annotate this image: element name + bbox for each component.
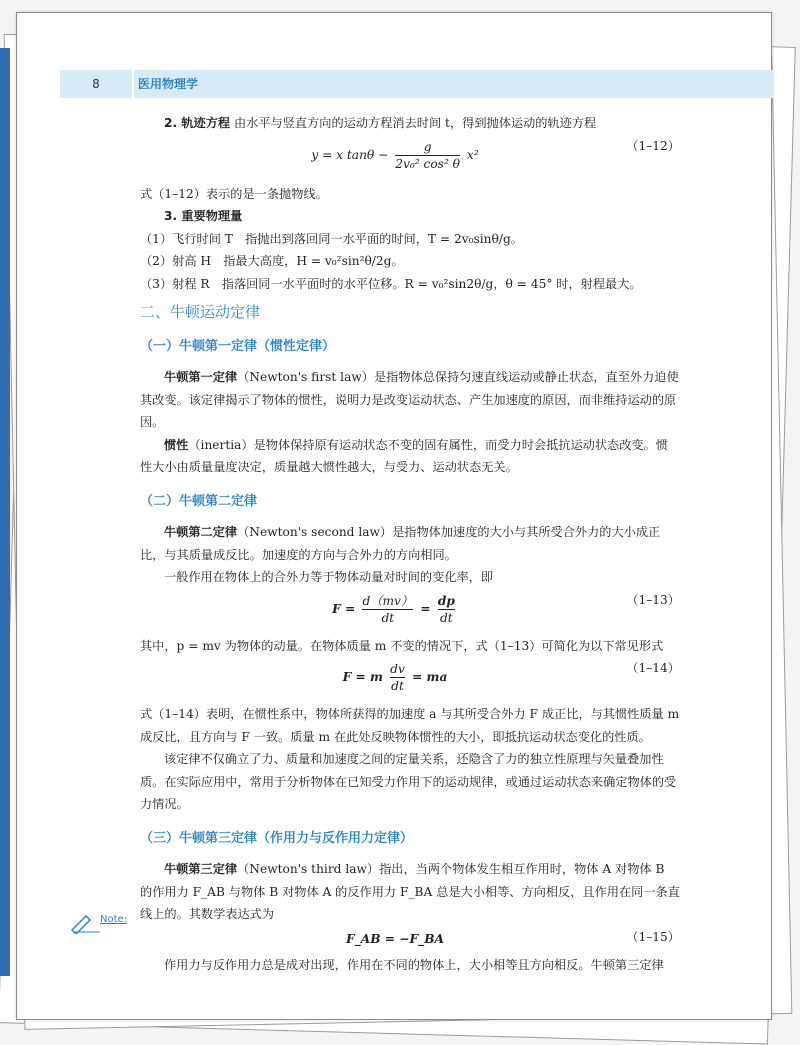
paragraph-trajectory [140, 112, 680, 135]
eq13-equals: = [420, 601, 431, 616]
book-title: 医用物理学 [138, 77, 199, 91]
equation-1-14 [140, 657, 680, 703]
page-edge-strip [0, 48, 10, 976]
subsection-title-third-law: （三）牛顿第三定律（作用力与反作用力定律） [140, 830, 414, 846]
second-law-text: （Newton's second law）是指物体加速度的大小与其所受合外力的大小成正比，与其质量成反比。加速度的方向与合外力的方向相同。 [140, 525, 661, 562]
list-item-range: （3）射程 R 指落回同一水平面时的水平位移。R = v₀²sin2θ/g，θ = 45° 时，射程最大。 [140, 276, 642, 291]
equation-1-15 [140, 926, 680, 954]
list-item-height: （2）射高 H 指最大高度，H = v₀²sin²θ/2g。 [140, 254, 404, 268]
first-law-text: （Newton's first law）是指物体总保持匀速直线运动或静止状态，直至外力迫使其改变。该定律揭示了物体的惯性，说明力是改变运动状态、产生加速度的原因，而非维持运动的原因。 [140, 370, 679, 429]
page-number: 8 [92, 77, 100, 91]
subsection-title-second-law: （二）牛顿第二定律 [140, 493, 258, 509]
section-title-newton-laws: 二、牛顿运动定律 [140, 303, 261, 321]
eq14-num: dv [390, 662, 405, 676]
third-law-label: 牛顿第三定律 [164, 862, 238, 876]
paragraph-inertia [140, 434, 680, 479]
trajectory-label: 2. 轨迹方程 [164, 116, 231, 130]
paragraph-third-law [140, 858, 680, 926]
paragraph-momentum-rate: 一般作用在物体上的合外力等于物体动量对时间的变化率，即 [164, 570, 494, 584]
eq15-expr: F_AB = −F_BA [346, 931, 444, 946]
eq14-lhs: F = m [342, 670, 383, 684]
eq13-den1: dt [362, 609, 413, 626]
eq12-tail: x² [466, 147, 479, 162]
paragraph-parabola: 式（1–12）表示的是一条抛物线。 [140, 186, 328, 201]
equation-1-13 [140, 589, 680, 635]
equation-1-12 [140, 135, 680, 183]
eq14-number: （1–14） [626, 661, 680, 675]
paragraph-first-law [140, 366, 680, 434]
paragraph-second-law [140, 521, 680, 566]
first-law-label: 牛顿第一定律 [164, 370, 238, 384]
subsection-title-first-law: （一）牛顿第一定律（惯性定律） [140, 338, 336, 354]
paragraph-eq14-meaning: 式（1–14）表明，在惯性系中，物体所获得的加速度 a 与其所受合外力 F 成正比，与其惯性质量 m 成反比，且方向与 F 一致。质量 m 在此处反映物体惯性的大小，即抵抗运动状态变化的性质。 [140, 707, 680, 744]
eq15-number: （1–15） [626, 929, 680, 944]
third-law-text: （Newton's third law）指出，当两个物体发生相互作用时，物体 A 对物体 B 的作用力 F_AB 与物体 B 对物体 A 的反作用力 F_BA 总是大小相等、方向相反，且作用在同一条直线上的。其数学表达式为 [140, 862, 680, 921]
eq13-num1: d（mv） [362, 593, 414, 608]
eq12-lhs: y = x tanθ − [311, 147, 389, 162]
inertia-text: （inertia）是物体保持原有运动状态不变的固有属性，而受力时会抵抗运动状态改变。惯性大小由质量量度决定，质量越大惯性越大，与受力、运动状态无关。 [140, 437, 668, 474]
eq12-den: 2v₀² cos² θ [395, 156, 461, 171]
paragraph-action-reaction: 作用力与反作用力总是成对出现，作用在不同的物体上，大小相等且方向相反。牛顿第三定律 [164, 957, 664, 972]
eq12-num: g [423, 139, 432, 154]
second-law-label: 牛顿第二定律 [164, 525, 238, 539]
eq13-lhs: F = [332, 601, 356, 616]
page-content [140, 112, 680, 976]
eq13-den2: dt [438, 609, 455, 626]
note-label: Note: [100, 914, 128, 925]
list-item-flight-time: （1）飞行时间 T 指抛出到落回同一水平面的时间，T = 2v₀sinθ/g。 [140, 231, 523, 246]
important-quantities-label: 3. 重要物理量 [164, 209, 243, 223]
paragraph-second-law-significance: 该定律不仅确立了力、质量和加速度之间的定量关系，还隐含了力的独立性原理与矢量叠加性质。在实际应用中，常用于分析物体在已知受力作用下的运动规律，或通过运动状态来确定物体的受力情况。 [140, 752, 677, 811]
eq12-number: （1–12） [626, 138, 680, 153]
eq13-num2: dp [437, 593, 455, 608]
eq14-den: dt [391, 679, 404, 693]
header-divider [132, 70, 134, 98]
paragraph-momentum-definition: 其中，p = mv 为物体的动量。在物体质量 m 不变的情况下，式（1–13）可简化为以下常见形式 [140, 638, 664, 653]
trajectory-text: 由水平与竖直方向的运动方程消去时间 t，得到抛体运动的轨迹方程 [233, 116, 597, 130]
inertia-label: 惯性 [164, 437, 189, 452]
eq14-rhs: = ma [412, 670, 448, 684]
eq13-number: （1–13） [626, 592, 680, 607]
